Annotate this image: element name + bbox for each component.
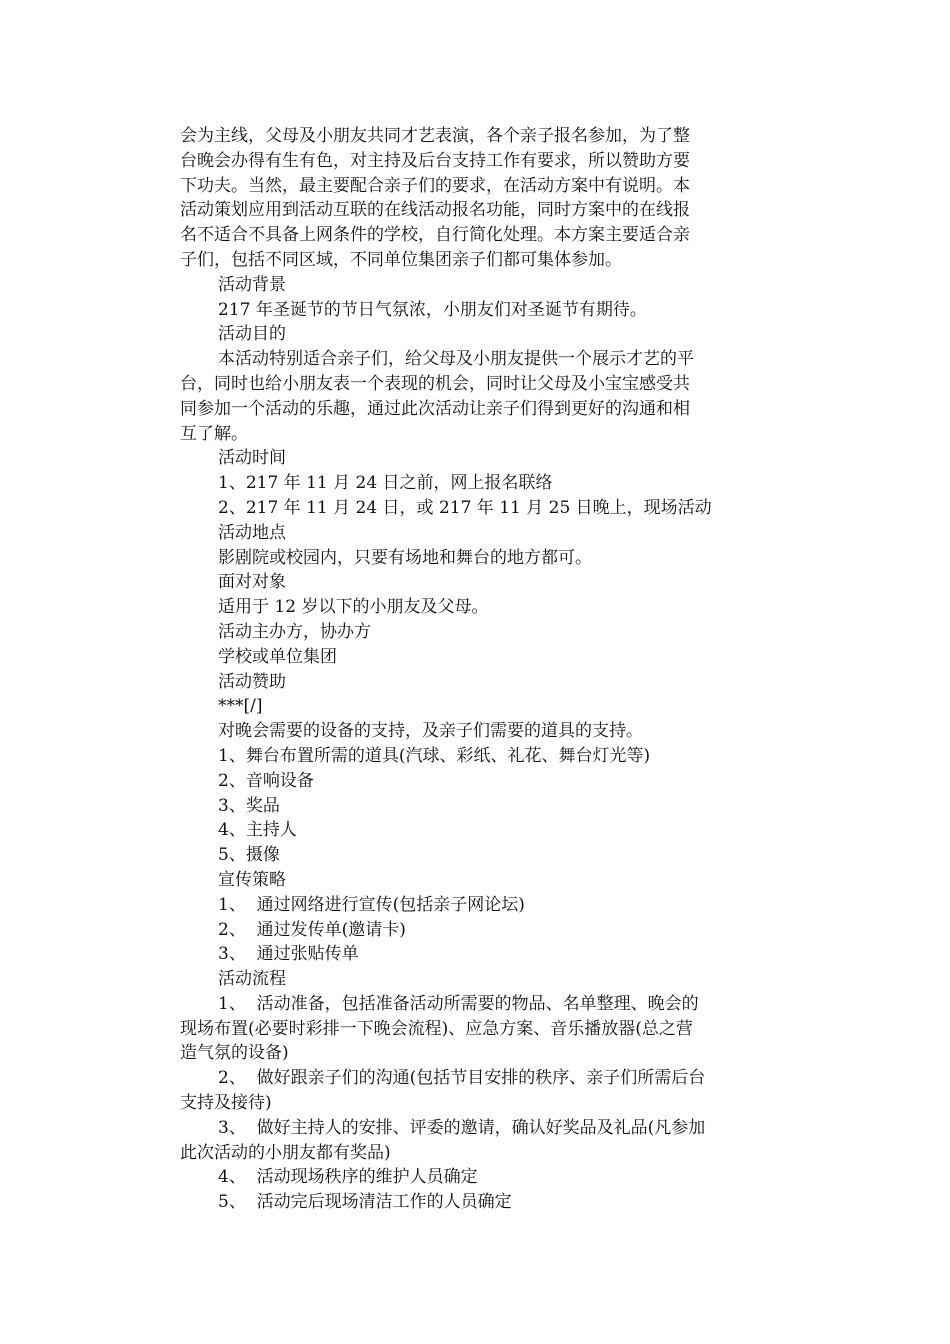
text-line: 1、217 年 11 月 24 日之前，网上报名联络 <box>218 473 553 494</box>
text-line: 台晚会办得有生有色，对主持及后台支持工作有要求，所以赞助方要 <box>180 150 690 171</box>
text-line: 活动时间 <box>218 448 286 469</box>
text-line: 学校或单位集团 <box>218 646 337 667</box>
text-line: 活动赞助 <box>218 671 286 692</box>
text-line: 5、 活动完后现场清洁工作的人员确定 <box>218 1192 512 1213</box>
text-line: 会为主线，父母及小朋友共同才艺表演，各个亲子报名参加，为了整 <box>180 126 690 146</box>
text-line: ***[/] <box>218 696 263 717</box>
text-line: 3、 通过张贴传单 <box>218 944 359 965</box>
text-line: 4、 活动现场秩序的维护人员确定 <box>218 1167 478 1188</box>
text-line: 1、 通过网络进行宣传(包括亲子网论坛) <box>218 894 525 915</box>
text-line: 造气氛的设备) <box>180 1043 289 1064</box>
text-line: 下功夫。当然，最主要配合亲子们的要求，在活动方案中有说明。本 <box>180 175 690 196</box>
text-line: 2、 做好跟亲子们的沟通(包括节目安排的秩序、亲子们所需后台 <box>218 1068 706 1089</box>
text-line: 4、主持人 <box>218 820 297 841</box>
text-line: 现场布置(必要时彩排一下晚会流程)、应急方案、音乐播放器(总之营 <box>180 1018 693 1039</box>
text-line: 台，同时也给小朋友表一个表现的机会，同时让父母及小宝宝感受共 <box>180 373 690 394</box>
text-line: 1、舞台布置所需的道具(汽球、彩纸、礼花、舞台灯光等) <box>218 745 651 766</box>
text-line: 217 年圣诞节的节日气氛浓，小朋友们对圣诞节有期待。 <box>218 299 647 320</box>
text-line: 3、奖品 <box>218 795 280 816</box>
text-line: 对晚会需要的设备的支持，及亲子们需要的道具的支持。 <box>218 721 643 742</box>
text-line: 名不适合不具备上网条件的学校，自行简化处理。本方案主要适合亲 <box>180 225 690 246</box>
text-line: 2、217 年 11 月 24 日，或 217 年 11 月 25 日晚上，现场活动 <box>218 497 712 518</box>
text-line: 宣传策略 <box>218 869 286 890</box>
text-line: 同参加一个活动的乐趣，通过此次活动让亲子们得到更好的沟通和相 <box>180 398 690 419</box>
text-line: 活动地点 <box>218 522 286 543</box>
text-line: 2、 通过发传单(邀请卡) <box>218 919 406 940</box>
text-line: 活动主办方，协办方 <box>218 621 371 642</box>
text-line: 活动策划应用到活动互联的在线活动报名功能，同时方案中的在线报 <box>180 200 690 221</box>
text-line: 此次活动的小朋友都有奖品) <box>180 1142 391 1163</box>
text-line: 活动背景 <box>218 274 286 295</box>
text-line: 适用于 12 岁以下的小朋友及父母。 <box>218 597 489 618</box>
text-line: 2、音响设备 <box>218 770 314 791</box>
text-line: 5、摄像 <box>218 845 280 866</box>
text-line: 面对对象 <box>218 572 286 593</box>
text-line: 子们，包括不同区域，不同单位集团亲子们都可集体参加。 <box>180 249 622 270</box>
text-line: 活动目的 <box>218 324 286 345</box>
text-line: 1、 活动准备，包括准备活动所需要的物品、名单整理、晚会的 <box>218 993 699 1014</box>
text-line: 互了解。 <box>180 423 248 444</box>
text-line: 3、 做好主持人的安排、评委的邀请，确认好奖品及礼品(凡参加 <box>218 1117 706 1138</box>
text-line: 本活动特别适合亲子们，给父母及小朋友提供一个展示才艺的平 <box>218 349 694 370</box>
text-line: 活动流程 <box>218 969 286 990</box>
text-line: 影剧院或校园内，只要有场地和舞台的地方都可。 <box>218 547 592 568</box>
text-line: 支持及接待) <box>180 1093 272 1114</box>
document-body <box>180 124 772 1215</box>
